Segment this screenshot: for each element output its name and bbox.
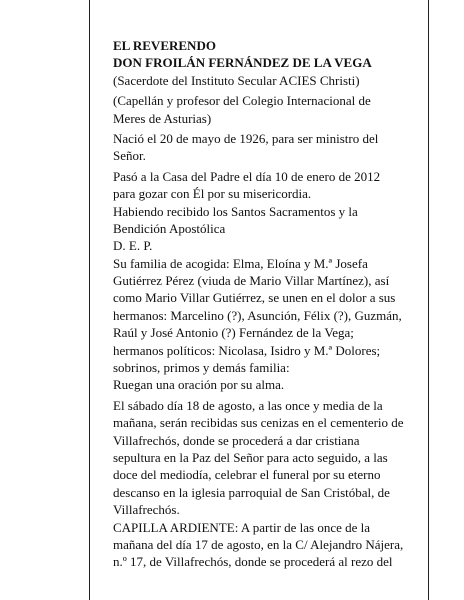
frame-right-border [428,0,429,600]
family-line: sobrinos, primos y demás familia: [113,360,290,376]
family-line: Gutiérrez Pérez (viuda de Mario Villar Martínez), así [113,273,390,289]
death-line: Pasó a la Casa del Padre el día 10 de enero de 2012 [113,168,381,184]
death-line: para gozar con Él por su misericordia. [113,186,312,202]
service-line: sepultura en la Paz del Señor para acto seguido, a las [113,449,388,465]
chapel-line: CAPILLA ARDIENTE: A partir de las once de la [113,519,371,535]
prayer-line: Ruegan una oración por su alma. [113,377,285,393]
family-line: Raúl y José Antonio (?) Fernández de la Vega; [113,325,354,341]
family-line: hermanos políticos: Nicolasa, Isidro y M.ª Dolores; [113,342,381,358]
service-line: El sábado día 18 de agosto, a las once y media de la [113,397,383,413]
service-line: mañana, serán recibidas sus cenizas en el cementerio de [113,415,404,431]
sacraments-line: Habiendo recibido los Santos Sacramentos y la [113,203,358,219]
obituary-notice [113,37,423,571]
birth-line: Señor. [113,148,146,164]
deceased-title: EL REVERENDO [113,38,216,53]
family-line: hermanos: Marcelino (?), Asunción, Félix (?), Guzmán, [113,307,402,323]
chapel-line: mañana del día 17 de agosto, en la C/ Alejandro Nájera, [113,536,404,552]
family-line: Su familia de acogida: Elma, Eloína y M.ª Josefa [113,255,368,271]
service-line: descanso en la iglesia parroquial de San Cristóbal, de [113,484,390,500]
family-line: como Mario Villar Gutiérrez, se unen en el dolor a sus [113,290,396,306]
affiliation-line: (Sacerdote del Instituto Secular ACIES Christi) [113,72,360,88]
dep-line: D. E. P. [113,238,153,254]
chapel-line: n.º 17, de Villafrechós, donde se procederá al rezo del [113,554,393,570]
service-line: doce del mediodía, celebrar el funeral por su eterno [113,467,381,483]
birth-line: Nació el 20 de mayo de 1926, para ser ministro del [113,130,379,146]
sacraments-line: Bendición Apostólica [113,220,226,236]
affiliation-line: Meres de Asturias) [113,110,212,126]
deceased-name: DON FROILÁN FERNÁNDEZ DE LA VEGA [113,55,372,71]
frame-left-border [89,0,90,600]
service-line: Villafrechós, donde se procederá a dar cristiana [113,432,360,448]
affiliation-line: (Capellán y profesor del Colegio Internacional de [113,93,371,109]
service-line: Villafrechós. [113,502,180,518]
